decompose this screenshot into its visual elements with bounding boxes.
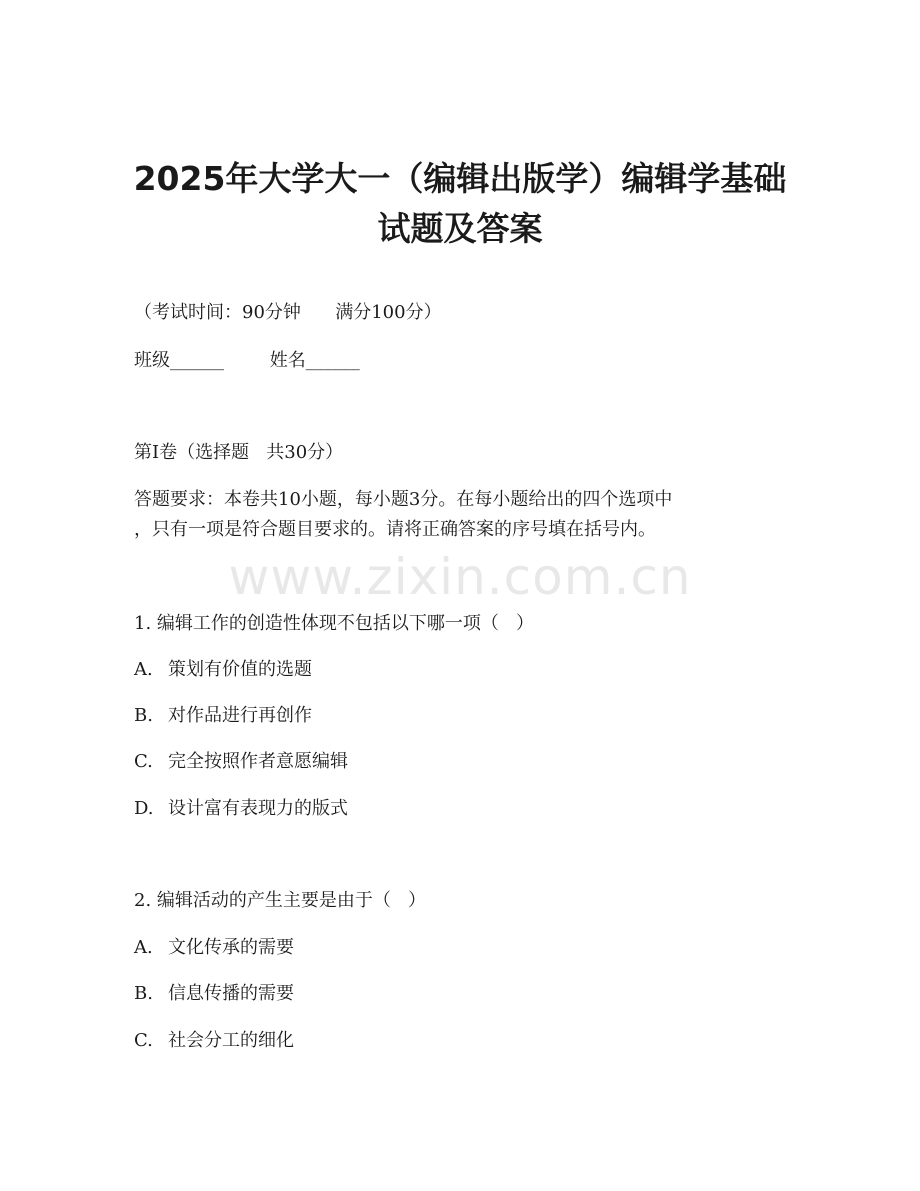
option-letter: C. — [134, 751, 153, 772]
watermark: www.zixin.com.cn — [228, 548, 692, 606]
option-text: 信息传播的需要 — [168, 983, 294, 1004]
option-text: 对作品进行再创作 — [168, 705, 312, 726]
exam-info: （考试时间：90分钟 满分100分） — [134, 302, 442, 323]
instruction-line-1: 答题要求：本卷共10小题，每小题3分。在每小题给出的四个选项中 — [134, 489, 673, 510]
question-1-option-b — [134, 702, 312, 730]
question-2-option-c — [134, 1027, 294, 1055]
option-letter: C. — [134, 1030, 153, 1051]
option-text: 社会分工的细化 — [168, 1030, 294, 1051]
class-name-fields: 班级______ 姓名______ — [134, 350, 360, 371]
option-text: 设计富有表现力的版式 — [168, 798, 348, 819]
option-letter: A. — [134, 937, 153, 958]
option-letter: B. — [134, 705, 153, 726]
option-letter: A. — [134, 659, 153, 680]
question-1-option-c — [134, 748, 348, 776]
option-text: 完全按照作者意愿编辑 — [168, 751, 348, 772]
option-letter: B. — [134, 983, 153, 1004]
section-heading: 第I卷（选择题 共30分） — [134, 442, 344, 463]
question-2-option-a — [134, 934, 294, 962]
question-1-option-a — [134, 656, 312, 684]
question-1-stem: 1. 编辑工作的创造性体现不包括以下哪一项（ ） — [134, 613, 535, 634]
document-title-line2: 试题及答案 — [377, 209, 543, 248]
option-letter: D. — [134, 798, 154, 819]
option-text: 文化传承的需要 — [168, 937, 294, 958]
question-2-stem: 2. 编辑活动的产生主要是由于（ ） — [134, 890, 427, 911]
question-1-option-d — [134, 795, 348, 823]
option-text: 策划有价值的选题 — [168, 659, 312, 680]
question-2-option-b — [134, 980, 294, 1008]
instruction-line-2: ，只有一项是符合题目要求的。请将正确答案的序号填在括号内。 — [134, 519, 656, 540]
document-title-line1: 2025年大学大一（编辑出版学）编辑学基础 — [133, 159, 787, 198]
